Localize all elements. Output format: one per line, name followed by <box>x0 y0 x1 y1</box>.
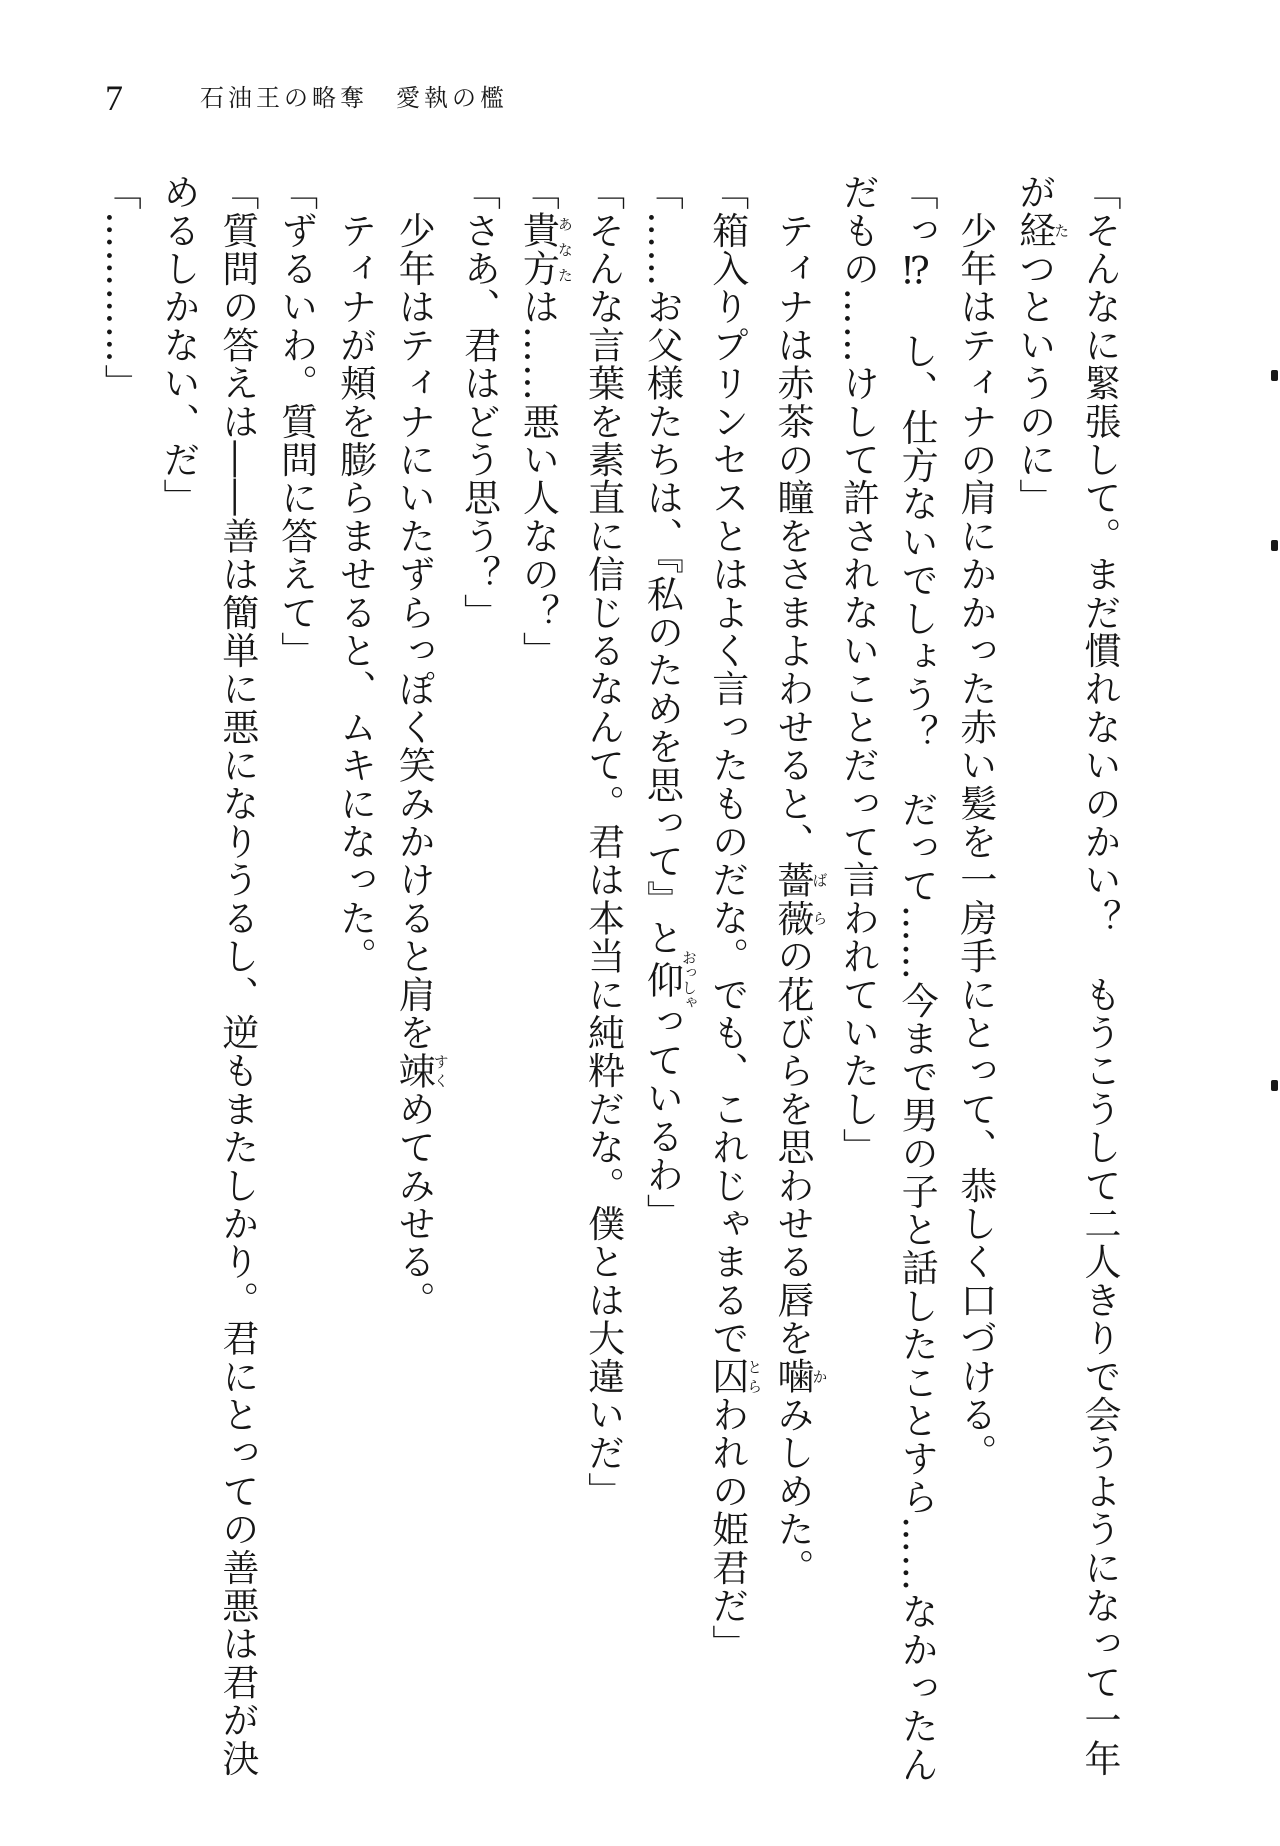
text-span: ティナが頬を膨らませると、ムキになった。 <box>333 173 377 976</box>
running-title: 石油王の略奪 愛執の檻 <box>200 84 508 112</box>
page-number: 7 <box>105 78 123 118</box>
text-span: の花びらを思わせる唇を <box>771 937 815 1358</box>
ruby-reading: か <box>810 1357 829 1396</box>
text-span: めてみせる。 <box>392 1089 436 1320</box>
ruby-annotation <box>640 949 698 1010</box>
ruby-base: 竦 <box>392 1051 436 1090</box>
text-line <box>325 173 384 1813</box>
ruby-base: 経 <box>1012 211 1056 250</box>
ruby-base: 薔薇 <box>771 860 815 938</box>
text-line <box>697 173 762 1813</box>
text-span: 少年はティナにいたずらっぽく笑みかけると肩を <box>392 173 436 1052</box>
ruby-base: 噛 <box>771 1357 815 1396</box>
ruby-annotation <box>1012 211 1071 250</box>
text-span: 「ずるいわ。質問に答えて」 <box>274 173 318 670</box>
ruby-reading: とら <box>745 1357 764 1396</box>
text-span: ティナは赤茶の瞳をさまよわせると、 <box>771 173 815 861</box>
ruby-annotation <box>705 1357 764 1396</box>
ruby-annotation <box>771 1357 829 1396</box>
ruby-reading: すく <box>431 1051 450 1090</box>
text-span: 「……お父様たちは、『私のためを思って』と <box>640 173 684 957</box>
text-span: われの姫君だ」 <box>705 1395 749 1663</box>
text-span: 「箱入りプリンセスとはよく言ったものだな。でも、これじゃまるで <box>705 173 749 1358</box>
text-line <box>573 173 632 1813</box>
text-span: めるしかない、だ」 <box>157 173 201 517</box>
text-line <box>266 173 325 1813</box>
ruby-reading: た <box>1052 211 1071 250</box>
text-line <box>945 173 1004 1813</box>
text-line <box>449 173 508 1813</box>
text-span: 「 <box>516 173 560 212</box>
text-line <box>89 173 148 1813</box>
ruby-reading: おっしゃ <box>679 949 698 1010</box>
ruby-annotation <box>516 211 574 288</box>
text-span: 「そんな言葉を素直に信じるなんて。君は本当に純粋だな。僕とは大違いだ」 <box>581 173 625 1510</box>
text-line <box>207 173 266 1813</box>
edge-scan-mark <box>1271 370 1278 381</box>
text-line <box>762 173 827 1813</box>
ruby-reading: あなた <box>555 211 574 288</box>
text-span: 「…………」 <box>98 173 142 403</box>
ruby-base: 囚 <box>705 1357 749 1396</box>
text-line <box>828 173 887 1813</box>
text-span: 少年はティナの肩にかかった赤い髪を一房手にとって、恭しく口づける。 <box>953 173 997 1472</box>
text-span: だもの……けして許されないことだって言われていたし」 <box>836 173 880 1167</box>
ruby-annotation <box>771 860 829 938</box>
text-span: っているわ」 <box>640 1002 684 1232</box>
text-span: 「っ⁉ し、仕方ないでしょう？ だって……今まで男の子と話したことすら……なかったん <box>895 173 939 1784</box>
text-span: は……悪い人なの？」 <box>516 287 560 670</box>
text-span: が <box>1012 173 1056 212</box>
text-span: 「さあ、君はどう思う？」 <box>457 173 501 632</box>
text-line <box>508 173 573 1813</box>
text-span: 「質問の答えは――善は簡単に悪になりうるし、逆もまたしかり。君にとっての善悪は君が決 <box>215 173 259 1778</box>
ruby-reading: ばら <box>810 860 829 937</box>
edge-scan-mark <box>1271 1080 1278 1091</box>
ruby-base: 仰 <box>640 949 684 1010</box>
edge-scan-mark <box>1271 540 1278 551</box>
novel-body-text <box>89 173 1128 1813</box>
text-span: 「そんなに緊張して。まだ慣れないのかい？ もうこうして二人きりで会うようになって一年 <box>1078 173 1121 1778</box>
text-line <box>1004 173 1069 1813</box>
text-line <box>148 173 207 1813</box>
text-span: つというのに」 <box>1012 249 1056 517</box>
text-line <box>886 173 945 1813</box>
text-line <box>632 173 697 1813</box>
text-line <box>383 173 448 1813</box>
ruby-base: 貴方 <box>516 211 560 288</box>
text-line <box>1069 173 1128 1813</box>
text-span: みしめた。 <box>771 1395 815 1587</box>
ruby-annotation <box>392 1051 450 1090</box>
